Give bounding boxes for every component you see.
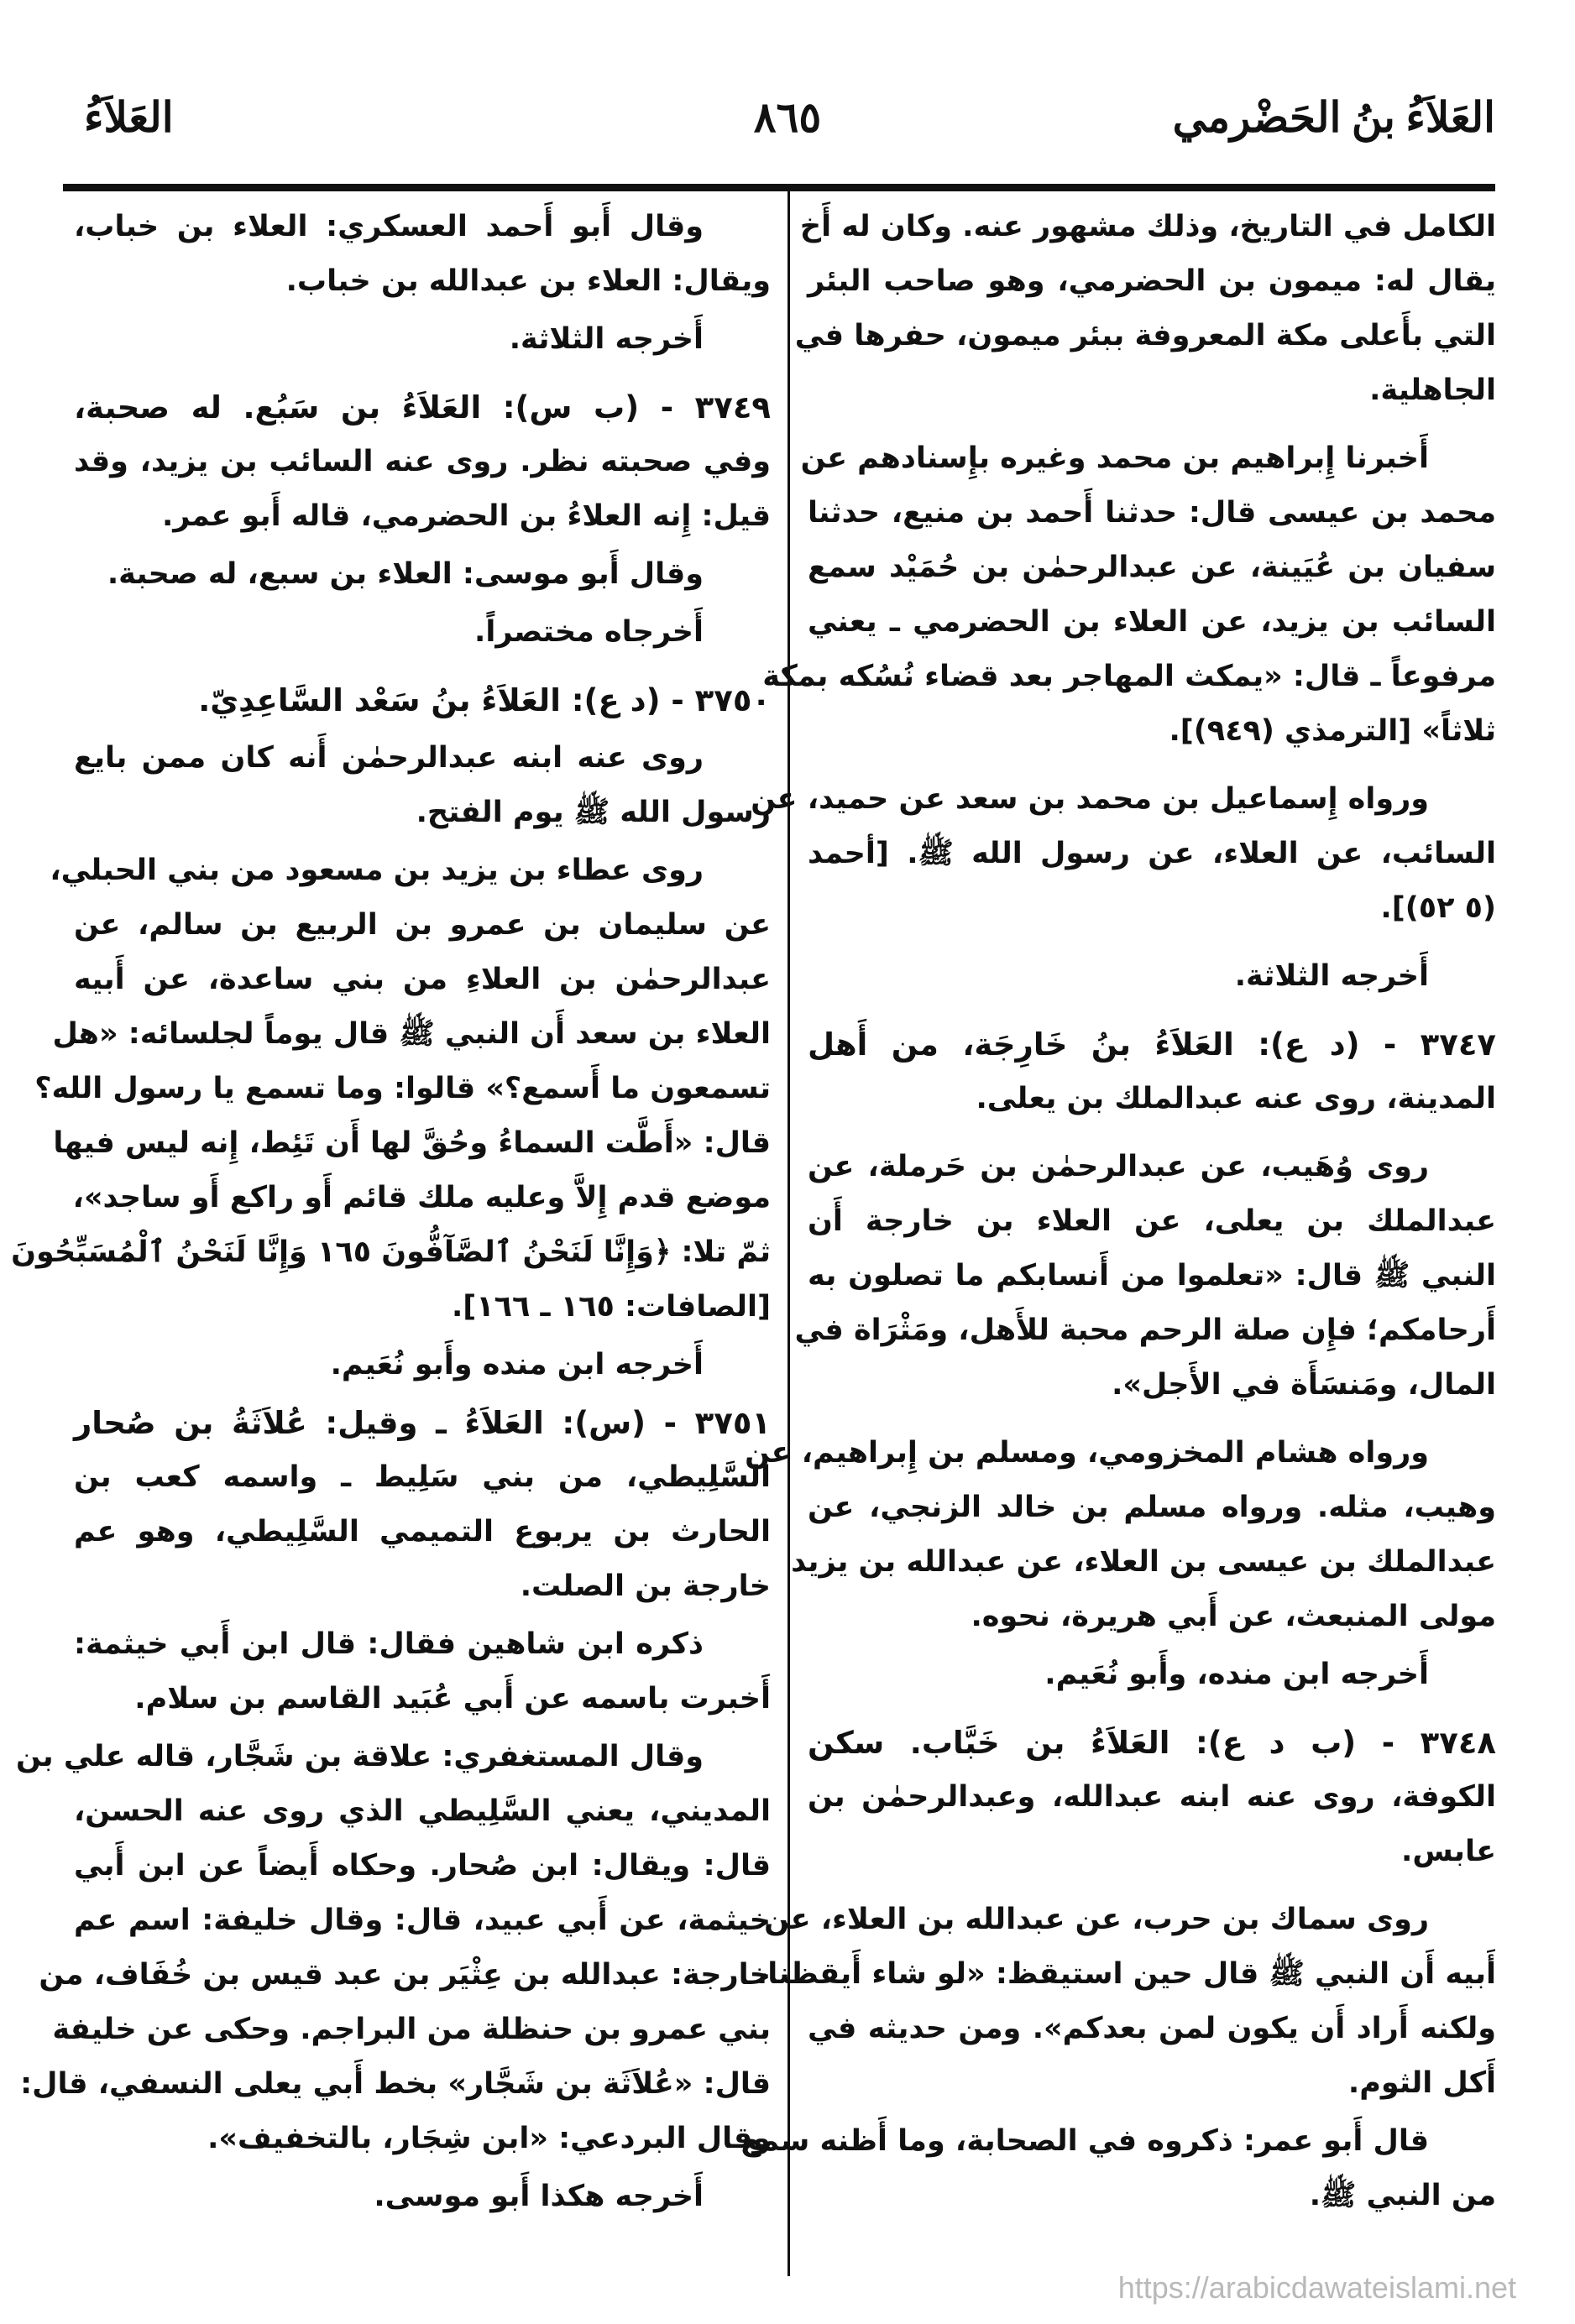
text-line: أَخرجه ابن منده، وأَبو نُعَيم. bbox=[1044, 1658, 1429, 1691]
watermark-url: https://arabicdawateislami.net bbox=[1117, 2270, 1516, 2305]
text-line: وقال أَبو أَحمد العسكري: العلاء بن خباب، bbox=[74, 210, 704, 243]
text-line: التي بأَعلى مكة المعروفة ببئر ميمون، حفرها في bbox=[794, 319, 1496, 353]
text-line: روى سماك بن حرب، عن عبدالله بن العلاء، عن bbox=[764, 1903, 1429, 1936]
text-line: خارجة بن الصلت. bbox=[520, 1569, 771, 1603]
running-title-left: العَلاَءُ bbox=[84, 94, 174, 141]
text-line: ذكره ابن شاهين فقال: قال ابن أَبي خيثمة: bbox=[74, 1627, 704, 1661]
text-line: مولى المنبعث، عن أَبي هريرة، نحوه. bbox=[971, 1600, 1496, 1633]
entry-heading-paragraph bbox=[74, 673, 771, 728]
text-line: ٣٧٥١ - (س): العَلاَءُ ـ وقيل: عُلاَثَةُ بن صُحار bbox=[74, 1405, 771, 1441]
text-line: ورواه إِسماعيل بن محمد بن سعد عن حميد، عن bbox=[751, 782, 1429, 816]
text-line: ثمّ تلا: ﴿وَإِنَّا لَنَحْنُ ٱلصَّآفُّونَ ١٦٥ وَإِنَّا لَنَحْنُ ٱلْمُسَبِّحُونَ bbox=[11, 1235, 771, 1269]
text-line: المدينة، روى عنه عبدالملك بن يعلى. bbox=[976, 1082, 1496, 1115]
text-line: النبي ﷺ قال: «تعلموا من أَنسابكم ما تصلون به bbox=[808, 1259, 1496, 1293]
text-line: الكامل في التاريخ، وذلك مشهور عنه. وكان له أَخ bbox=[799, 210, 1496, 243]
text-line: أَخرجه الثلاثة. bbox=[509, 322, 704, 356]
text-line: وفي صحبته نظر. روى عنه السائب بن يزيد، وقد bbox=[74, 445, 771, 478]
text-line: عابس. bbox=[1401, 1835, 1496, 1868]
text-line: خيثمة، عن أَبي عبيد، قال: وقال خليفة: اسم عم bbox=[74, 1904, 771, 1937]
paragraph bbox=[751, 772, 1496, 936]
paragraph bbox=[745, 1426, 1496, 1644]
paragraph bbox=[808, 1648, 1496, 1702]
text-line: السائب بن يزيد، عن العلاء بن الحضرمي ـ يعني bbox=[808, 605, 1496, 639]
text-line: خارجة: عبدالله بن عِثْيَر بن عبد قيس بن خُفَاف، من bbox=[39, 1958, 771, 1992]
text-line: (٥ ٥٢)]. bbox=[1380, 891, 1496, 925]
text-line: [الصافات: ١٦٥ ـ ١٦٦]. bbox=[451, 1290, 771, 1324]
text-line: من النبي ﷺ. bbox=[1309, 2179, 1496, 2212]
paragraph bbox=[756, 1893, 1496, 2111]
text-line: ثلاثاً» [الترمذي (٩٤٩)]. bbox=[1169, 714, 1496, 748]
text-line: ٣٧٤٨ - (ب د ع): العَلاَءُ بن خَبَّاب. سكن bbox=[808, 1725, 1496, 1761]
paragraph bbox=[794, 200, 1496, 418]
text-line: موضع قدم إِلاَّ وعليه ملك قائم أَو راكع أَو ساجد»، bbox=[72, 1181, 771, 1214]
running-title-right: العَلاَءُ بنُ الحَضْرمي bbox=[1172, 94, 1495, 141]
paragraph bbox=[74, 1338, 771, 1392]
paragraph bbox=[74, 547, 771, 602]
text-line: قال: «أَطَّت السماءُ وحُقَّ لها أَن تَئِط، إِنه ليس فيها bbox=[53, 1126, 771, 1160]
text-line: المديني، يعني السَّلِيطي الذي روى عنه الحسن، bbox=[74, 1794, 771, 1828]
text-line: أَبيه أَن النبي ﷺ قال حين استيقظ: «لو شاء أَيقظنا، bbox=[756, 1957, 1496, 1991]
text-line: قيل: إِنه العلاءُ بن الحضرمي، قاله أَبو عمر. bbox=[161, 499, 771, 533]
text-line: ويقال: العلاء بن عبدالله بن خباب. bbox=[285, 264, 771, 298]
text-line: السَّلِيطي، من بني سَلِيط ـ واسمه كعب بن bbox=[74, 1460, 771, 1494]
paragraph bbox=[16, 1730, 771, 2166]
text-line: روى وُهَيب، عن عبدالرحمٰن بن حَرملة، عن bbox=[808, 1150, 1429, 1183]
entry-heading-paragraph bbox=[808, 1017, 1496, 1126]
text-line: روى عنه ابنه عبدالرحمٰن أَنه كان ممن بايع bbox=[74, 741, 704, 775]
text-line: الحارث بن يربوع التميمي السَّلِيطي، وهو عم bbox=[74, 1515, 771, 1548]
paragraph bbox=[794, 1140, 1496, 1413]
text-line: عبدالرحمٰن بن العلاءِ من بني ساعدة، عن أَبيه bbox=[74, 963, 771, 996]
text-line: عبدالملك بن يعلى، عن العلاء بن خارجة أَن bbox=[808, 1204, 1496, 1238]
header-rule bbox=[63, 184, 1495, 191]
text-line: عبدالملك بن عيسى بن العلاء، عن عبدالله بن يزيد bbox=[791, 1545, 1496, 1579]
text-line: أَخبرنا إِبراهيم بن محمد وغيره بإِسنادهم عن bbox=[800, 441, 1429, 475]
text-line: بني عمرو بن حنظلة من البراجم. وحكى عن خليفة bbox=[52, 2013, 771, 2046]
entry-heading-paragraph bbox=[74, 1396, 771, 1614]
page-number: ٨٦٥ bbox=[753, 94, 822, 141]
left-column bbox=[11, 200, 771, 2227]
text-line: أَخرجه ابن منده وأَبو نُعَيم. bbox=[330, 1348, 704, 1381]
text-line: روى عطاء بن يزيد بن مسعود من بني الحبلي، bbox=[50, 854, 704, 887]
text-line: العلاء بن سعد أَن النبي ﷺ قال يوماً لجلسائه: «هل bbox=[52, 1017, 771, 1051]
text-line: الجاهلية. bbox=[1369, 373, 1496, 407]
entry-heading-paragraph bbox=[808, 1716, 1496, 1879]
text-line: قال: ويقال: ابن صُحار. وحكاه أَيضاً عن ابن أَبي bbox=[74, 1849, 771, 1883]
text-line: وقال أَبو موسى: العلاء بن سبع، له صحبة. bbox=[107, 557, 704, 591]
paragraph bbox=[74, 200, 771, 309]
text-line: وقال المستغفري: علاقة بن شَجَّار، قاله علي بن bbox=[16, 1740, 704, 1773]
text-line: ٣٧٥٠ - (د ع): العَلاَءُ بنُ سَعْد السَّاعِدِيّ. bbox=[198, 682, 771, 718]
text-line: قال أَبو عمر: ذكروه في الصحابة، وما أَظنه سمع bbox=[740, 2124, 1429, 2158]
text-line: أَخرجه هكذا أَبو موسى. bbox=[374, 2180, 704, 2213]
paragraph bbox=[74, 605, 771, 660]
text-line: وهيب، مثله. ورواه مسلم بن خالد الزنجي، عن bbox=[808, 1491, 1496, 1524]
paragraph bbox=[74, 2170, 771, 2224]
text-line: المال، ومَنسَأَة في الأَجل». bbox=[1112, 1368, 1496, 1402]
text-line: أَخرجاه مختصراً. bbox=[474, 615, 704, 649]
text-line: وقال البردعي: «ابن شِجَار، بالتخفيف». bbox=[207, 2122, 771, 2155]
paragraph bbox=[11, 843, 771, 1334]
entry-heading-paragraph bbox=[74, 380, 771, 544]
paragraph bbox=[740, 2114, 1496, 2223]
text-line: قال: «عُلاَثَة بن شَجَّار» بخط أَبي يعلى النسفي، قال: bbox=[20, 2067, 771, 2101]
text-line: سفيان بن عُيَينة، عن عبدالرحمٰن بن حُمَيْد سمع bbox=[808, 551, 1496, 584]
text-line: ٣٧٤٩ - (ب س): العَلاَءُ بن سَبُع. له صحبة، bbox=[74, 389, 771, 426]
paragraph bbox=[762, 431, 1496, 759]
text-line: أَخبرت باسمه عن أَبي عُبَيد القاسم بن سلام. bbox=[134, 1682, 771, 1716]
text-line: محمد بن عيسى قال: حدثنا أَحمد بن منيع، حدثنا bbox=[808, 496, 1496, 530]
text-line: ورواه هشام المخزومي، ومسلم بن إِبراهيم، عن bbox=[745, 1436, 1429, 1470]
text-line: يقال له: ميمون بن الحضرمي، وهو صاحب البئر bbox=[808, 264, 1496, 298]
paragraph bbox=[74, 312, 771, 367]
text-line: مرفوعاً ـ قال: «يمكث المهاجر بعد قضاء نُسُكه بمكة bbox=[762, 660, 1496, 693]
right-column bbox=[740, 200, 1496, 2227]
text-line: أَكل الثوم. bbox=[1347, 2066, 1496, 2100]
text-line: ٣٧٤٧ - (د ع): العَلاَءُ بنُ خَارِجَة، من أَهل bbox=[808, 1026, 1496, 1063]
text-line: عن سليمان بن عمرو بن الربيع بن سالم، عن bbox=[74, 908, 771, 942]
paragraph bbox=[74, 1617, 771, 1726]
paragraph bbox=[74, 731, 771, 840]
text-line: رسول الله ﷺ يوم الفتح. bbox=[416, 796, 771, 829]
text-line: تسمعون ما أَسمع؟» قالوا: وما تسمع يا رسول الله؟ bbox=[34, 1072, 771, 1105]
text-line: السائب، عن العلاء، عن رسول الله ﷺ. [أحمد bbox=[808, 837, 1496, 870]
text-line: ولكنه أَراد أَن يكون لمن بعدكم». ومن حديثه في bbox=[808, 2012, 1496, 2045]
text-line: أَخرجه الثلاثة. bbox=[1234, 959, 1429, 993]
paragraph bbox=[808, 949, 1496, 1004]
text-line: الكوفة، روى عنه ابنه عبدالله، وعبدالرحمٰن بن bbox=[808, 1780, 1496, 1814]
text-line: أَرحامكم؛ فإِن صلة الرحم محبة للأَهل، ومَثْرَاة في bbox=[794, 1313, 1496, 1347]
